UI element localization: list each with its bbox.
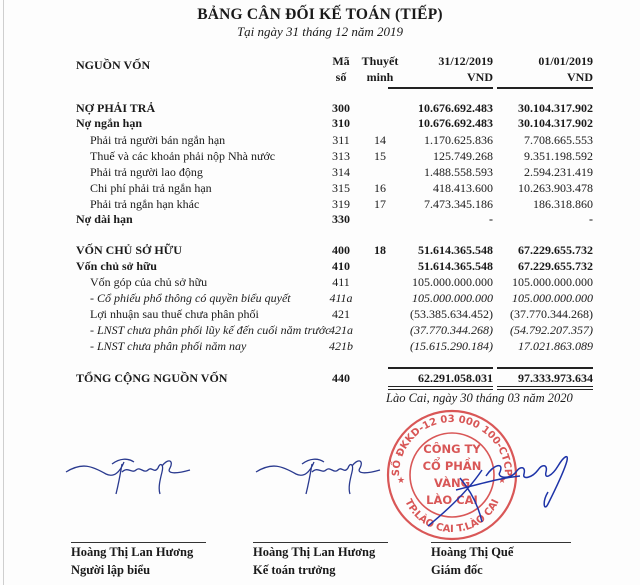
stamp-line-4: LÀO CAI	[426, 493, 478, 507]
row-value-2019-01-01: 2.594.231.419	[524, 165, 593, 179]
row-note: 18	[374, 243, 386, 257]
stamp-line-1: CÔNG TY	[423, 442, 481, 456]
row-label: Thuế và các khoản phải nộp Nhà nước	[90, 149, 276, 163]
row-code: 421a	[329, 323, 353, 337]
table-row	[0, 243, 640, 258]
total-col1-doubleline-b	[388, 389, 493, 390]
row-code: 421	[332, 307, 350, 321]
table-row	[0, 339, 640, 354]
row-label: NỢ PHẢI TRẢ	[76, 101, 156, 115]
total-row	[0, 371, 640, 386]
row-code: 313	[332, 149, 350, 163]
header-col1-unit: VND	[467, 70, 493, 84]
chief-accountant-role: Kế toán trưởng	[253, 563, 336, 577]
header-col1	[388, 53, 493, 85]
table-row	[0, 275, 640, 290]
document-title: BẢNG CÂN ĐỐI KẾ TOÁN (TIẾP)	[197, 6, 443, 23]
total-value-2019-12-31: 62.291.058.031	[418, 371, 493, 385]
svg-text:★: ★	[397, 475, 406, 485]
row-value-2019-12-31: 51.614.365.548	[418, 243, 493, 257]
row-label: Chi phí phải trả ngắn hạn	[90, 181, 212, 195]
header-note-line2: minh	[366, 70, 394, 84]
row-value-2019-12-31: 10.676.692.483	[418, 116, 493, 130]
signature-line-preparer	[71, 542, 206, 543]
row-value-2019-01-01: 30.104.317.902	[518, 101, 593, 115]
row-value-2019-01-01: -	[589, 212, 593, 226]
stamp-ring-bottom: TP.LÀO CAI T.LÀO CAI	[402, 497, 502, 536]
row-label: Nợ dài hạn	[76, 212, 133, 226]
row-code: 421b	[329, 339, 353, 353]
stamp-line-3: VÀNG	[433, 476, 471, 490]
table-row	[0, 165, 640, 180]
header-col2-date: 01/01/2019	[538, 54, 593, 68]
row-value-2019-12-31: 7.473.345.186	[424, 197, 493, 211]
total-code: 440	[332, 371, 350, 385]
row-value-2019-01-01: 9.351.198.592	[524, 149, 593, 163]
header-code	[326, 53, 356, 85]
row-code: 411	[332, 275, 350, 289]
row-value-2019-12-31: 125.749.268	[433, 149, 493, 163]
row-label: Phải trả ngắn hạn khác	[90, 197, 200, 211]
svg-text:★: ★	[498, 475, 507, 485]
row-note: 15	[374, 149, 386, 163]
header-col1-date: 31/12/2019	[438, 54, 493, 68]
table-row	[0, 307, 640, 322]
total-col2-topline	[497, 367, 593, 369]
row-label: VỐN CHỦ SỞ HỮU	[76, 243, 182, 257]
row-value-2019-01-01: 186.318.860	[533, 197, 593, 211]
table-row	[0, 291, 640, 306]
row-label: - LNST chưa phân phối lũy kế đến cuối năm trước	[90, 323, 331, 337]
total-label: TỔNG CỘNG NGUỒN VỐN	[76, 371, 228, 385]
signature-line-chief-accountant	[253, 542, 388, 543]
table-row	[0, 197, 640, 212]
header-col2-unit: VND	[567, 70, 593, 84]
table-row	[0, 212, 640, 227]
row-label: Lợi nhuận sau thuế chưa phân phối	[90, 307, 259, 321]
row-code: 400	[332, 243, 350, 257]
signature-preparer-icon	[62, 440, 212, 500]
total-value-2019-01-01: 97.333.973.634	[518, 371, 593, 385]
total-col1-topline	[388, 367, 493, 369]
row-value-2019-12-31: 1.170.625.836	[424, 133, 493, 147]
row-value-2019-12-31: (53.385.634.452)	[410, 307, 493, 321]
preparer-name: Hoàng Thị Lan Hương	[71, 545, 194, 559]
table-row	[0, 149, 640, 164]
row-code: 310	[332, 116, 350, 130]
stamp-line-2: CỔ PHẦN	[422, 459, 482, 473]
row-value-2019-01-01: 10.263.903.478	[518, 181, 593, 195]
table-row	[0, 133, 640, 148]
total-col2-doubleline-a	[497, 386, 593, 387]
header-code-line2: số	[335, 70, 347, 84]
row-label: Vốn góp của chủ sở hữu	[90, 275, 208, 289]
table-row	[0, 323, 640, 338]
row-label: Vốn chủ sở hữu	[76, 259, 157, 273]
header-code-line1: Mã	[332, 54, 350, 68]
row-value-2019-01-01: 105.000.000.000	[512, 291, 593, 305]
signature-line-director	[431, 542, 571, 543]
director-name: Hoàng Thị Quế	[431, 545, 514, 559]
row-label: Phải trả người lao động	[90, 165, 203, 179]
row-code: 410	[332, 259, 350, 273]
row-code: 300	[332, 101, 350, 115]
header-col2	[497, 53, 593, 85]
row-label: - LNST chưa phân phối năm nay	[90, 339, 247, 353]
chief-accountant-name: Hoàng Thị Lan Hương	[253, 545, 376, 559]
row-value-2019-12-31: 51.614.365.548	[418, 259, 493, 273]
row-value-2019-12-31: 418.413.600	[433, 181, 493, 195]
total-col2-doubleline-b	[497, 389, 593, 390]
table-row	[0, 116, 640, 131]
header-col1-underline	[388, 87, 493, 89]
row-value-2019-12-31: (37.770.344.268)	[410, 323, 493, 337]
row-value-2019-01-01: 7.708.665.553	[524, 133, 593, 147]
row-value-2019-12-31: -	[489, 212, 493, 226]
row-code: 411a	[329, 291, 353, 305]
signature-director-icon	[420, 448, 580, 528]
row-label: Nợ ngắn hạn	[76, 116, 143, 130]
row-value-2019-01-01: (37.770.344.268)	[510, 307, 593, 321]
row-value-2019-01-01: 30.104.317.902	[518, 116, 593, 130]
row-note: 14	[374, 133, 386, 147]
row-value-2019-01-01: 67.229.655.732	[518, 243, 593, 257]
row-note: 16	[374, 181, 386, 195]
header-item: NGUỒN VỐN	[76, 58, 151, 72]
row-value-2019-12-31: 10.676.692.483	[418, 101, 493, 115]
row-label: Phải trả người bán ngắn hạn	[90, 133, 226, 147]
row-value-2019-12-31: 105.000.000.000	[412, 275, 493, 289]
row-code: 319	[332, 197, 350, 211]
row-value-2019-01-01: 105.000.000.000	[512, 275, 593, 289]
row-value-2019-12-31: 105.000.000.000	[412, 291, 493, 305]
row-value-2019-12-31: 1.488.558.593	[424, 165, 493, 179]
row-note: 17	[374, 197, 386, 211]
header-note-line1: Thuyết	[361, 54, 399, 68]
row-code: 311	[332, 133, 350, 147]
director-role: Giám đốc	[431, 563, 483, 577]
row-value-2019-12-31: (15.615.290.184)	[410, 339, 493, 353]
table-row	[0, 101, 640, 116]
stamp-ring-top: SỐ ĐKKD-12 03 000 100-CTCP	[390, 413, 514, 477]
place-date: Lào Cai, ngày 30 tháng 03 năm 2020	[386, 391, 573, 405]
header-col2-underline	[497, 87, 593, 89]
preparer-role: Người lập biểu	[71, 563, 151, 577]
row-code: 330	[332, 212, 350, 226]
total-col1-doubleline-a	[388, 386, 493, 387]
table-row	[0, 181, 640, 196]
row-value-2019-01-01: (54.792.207.357)	[510, 323, 593, 337]
table-row	[0, 259, 640, 274]
row-value-2019-01-01: 17.021.863.089	[518, 339, 593, 353]
row-code: 315	[332, 181, 350, 195]
row-label: - Cổ phiếu phổ thông có quyền biểu quyết	[90, 291, 291, 305]
row-value-2019-01-01: 67.229.655.732	[518, 259, 593, 273]
document-subtitle: Tại ngày 31 tháng 12 năm 2019	[236, 24, 404, 39]
row-code: 314	[332, 165, 350, 179]
